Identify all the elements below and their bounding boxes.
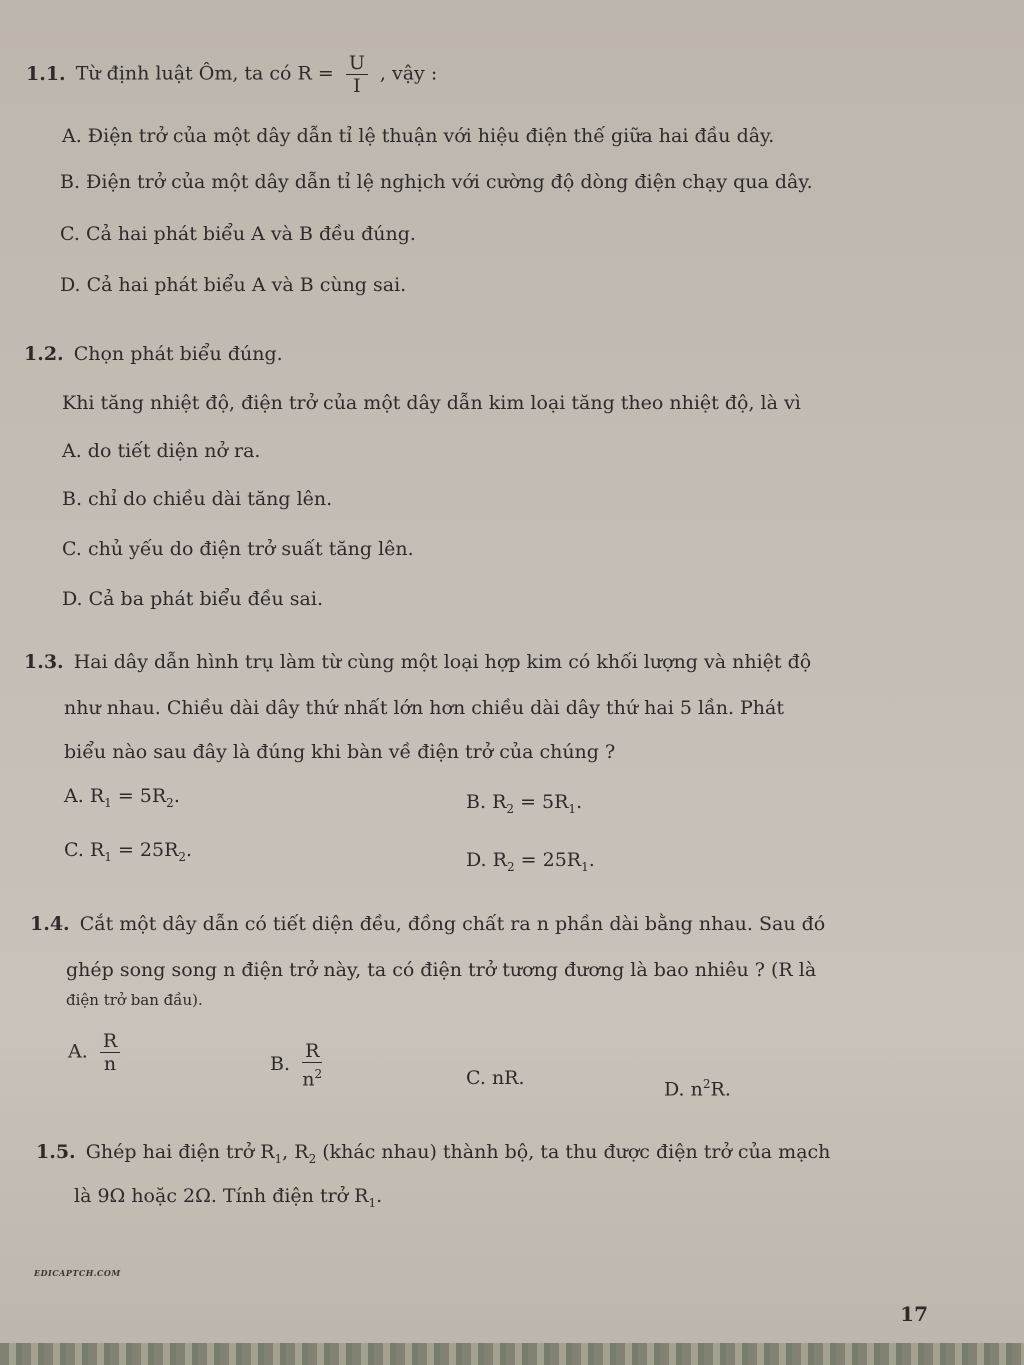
stem-line-1: Cắt một dây dẫn có tiết diện đều, đồng chất ra n phần dài bằng nhau. Sau đó (79, 913, 826, 935)
subscript: 2 (506, 801, 515, 816)
period: . (186, 839, 193, 861)
question-1-2-context: Khi tăng nhiệt độ, điện trở của một dây dẫn kim loại tăng theo nhiệt độ, là vì (62, 392, 801, 414)
subscript: 2 (166, 795, 174, 810)
ohm-fraction (346, 52, 368, 97)
option-tail: R. (710, 1078, 731, 1101)
option-b (270, 1040, 328, 1090)
stem-line-3: biểu nào sau đây là đúng khi bàn về điện trở của chúng ? (64, 741, 616, 763)
subscript: 2 (506, 859, 515, 874)
denominator-base: n (302, 1068, 315, 1091)
option-d: D. Cả hai phát biểu A và B cùng sai. (60, 274, 407, 296)
option-value: = 5R (117, 785, 167, 807)
period: . (376, 1185, 383, 1207)
stem-line-1: Hai dây dẫn hình trụ làm từ cùng một loại hợp kim có khối lượng và nhiệt độ (73, 651, 812, 673)
option-label: A. (68, 1040, 88, 1063)
stem-text: là 9Ω hoặc 2Ω. Tính điện trở R (74, 1185, 369, 1207)
subscript: 1 (104, 849, 112, 864)
question-1-4-stem (30, 912, 825, 936)
option-d (664, 1072, 731, 1101)
option-value: = 25R (520, 849, 582, 871)
subscript: 2 (178, 849, 187, 864)
option-c: C. chủ yếu do điện trở suất tăng lên. (62, 538, 414, 560)
option-d: D. Cả ba phát biểu đều sai. (62, 588, 323, 610)
resistor-symbol: R (492, 791, 507, 813)
stem-text-tail: , vậy : (379, 62, 438, 85)
option-value: = 5R (520, 791, 569, 813)
option-label: C. (64, 839, 84, 861)
page-number: 17 (900, 1302, 928, 1326)
resistor-symbol: R (492, 849, 507, 871)
option-a (68, 1030, 126, 1075)
subscript: 1 (274, 1151, 283, 1166)
exponent: 2 (314, 1067, 323, 1081)
fraction-numerator: R (100, 1030, 120, 1053)
stem-text: Từ định luật Ôm, ta có R = (75, 62, 334, 85)
subscript: 1 (368, 1195, 377, 1210)
option-a (64, 784, 180, 815)
option-label: B. (270, 1053, 291, 1076)
option-fraction (100, 1030, 120, 1075)
stem-text: Chọn phát biểu đúng. (73, 343, 283, 365)
option-c: C. Cả hai phát biểu A và B đều đúng. (60, 223, 416, 245)
fraction-numerator: U (346, 52, 368, 75)
period: . (588, 849, 595, 871)
stem-text: Ghép hai điện trở R (85, 1141, 275, 1163)
option-a: A. do tiết diện nở ra. (62, 440, 261, 462)
option-label: A. (64, 785, 84, 807)
option-label: D. n (664, 1078, 703, 1101)
option-d (466, 848, 595, 879)
question-number: 1.5. (36, 1141, 76, 1163)
stem-line-3: điện trở ban đầu). (66, 991, 203, 1009)
option-value: = 25R (117, 839, 179, 861)
question-1-3-stem (24, 650, 811, 674)
period: . (173, 785, 180, 807)
option-b: B. chỉ do chiều dài tăng lên. (62, 488, 333, 510)
stem-text: (khác nhau) thành bộ, ta thu được điện trở của mạch (322, 1141, 831, 1163)
exponent: 2 (702, 1077, 711, 1091)
subscript: 1 (581, 859, 589, 874)
option-c (64, 838, 192, 869)
question-number: 1.3. (24, 651, 64, 673)
option-label: B. (466, 791, 487, 813)
bottom-edge (0, 1343, 1024, 1365)
resistor-symbol: R (89, 785, 105, 807)
option-fraction (302, 1040, 322, 1090)
subscript: 1 (104, 795, 112, 810)
question-number: 1.1. (26, 62, 66, 85)
stem-line-2: ghép song song n điện trở này, ta có điện trở tương đương là bao nhiêu ? (R là (66, 959, 817, 981)
option-c: C. nR. (466, 1067, 525, 1089)
option-b: B. Điện trở của một dây dẫn tỉ lệ nghịch với cường độ dòng điện chạy qua dây. (60, 171, 813, 193)
question-number: 1.2. (24, 343, 64, 365)
publisher-logo: EDICAPTCH.COM (34, 1268, 121, 1278)
option-label: D. (466, 849, 487, 871)
question-number: 1.4. (30, 913, 70, 935)
question-1-1-stem (26, 52, 437, 97)
question-1-2-stem (24, 342, 283, 366)
question-1-5-stem (36, 1140, 830, 1171)
period: . (576, 791, 583, 813)
fraction-numerator: R (302, 1040, 322, 1063)
stem-text: , R (282, 1141, 309, 1163)
subscript: 1 (568, 801, 577, 816)
option-b (466, 790, 582, 821)
stem-line-2 (74, 1184, 382, 1215)
subscript: 2 (308, 1151, 317, 1166)
fraction-denominator (302, 1063, 322, 1090)
option-a: A. Điện trở của một dây dẫn tỉ lệ thuận với hiệu điện thế giữa hai đầu dây. (62, 125, 775, 147)
fraction-denominator: I (353, 75, 361, 97)
resistor-symbol: R (89, 839, 105, 861)
fraction-denominator: n (103, 1053, 117, 1075)
stem-line-2: như nhau. Chiều dài dây thứ nhất lớn hơn chiều dài dây thứ hai 5 lần. Phát (64, 697, 785, 719)
